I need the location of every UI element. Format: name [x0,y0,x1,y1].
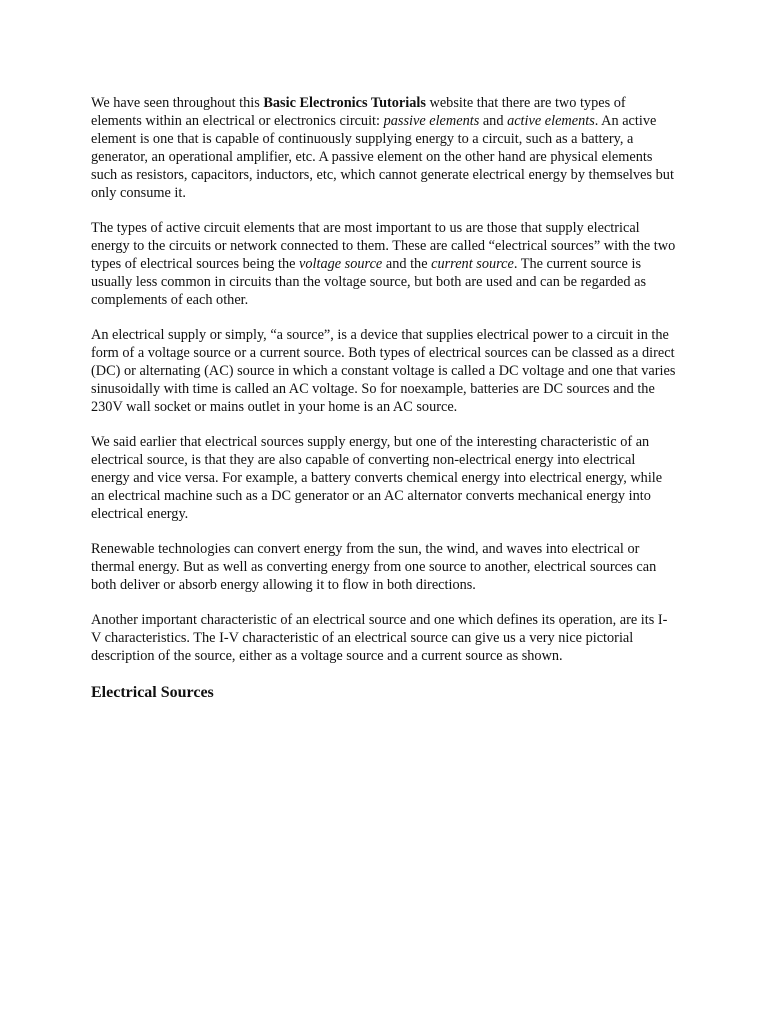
current-source-italic: current source [431,255,514,272]
paragraph-text: website that there are two types of elements within an electrical or electronics circuit: [91,95,626,129]
paragraph-active-passive-elements [91,95,677,202]
paragraph-energy-conversion: We said earlier that electrical sources supply energy, but one of the interesting characteristic of an electrical source, is that they are also capable of converting non-electrical energy into electrical energy and vice versa. For example, a battery converts chemical energy into electrical energy, while an electrical machine such as a DC generator or an AC alternator converts mechanical energy into electrical energy. [91,434,663,522]
paragraph-text: We have seen throughout this [91,95,264,111]
paragraph-iv-characteristics: Another important characteristic of an electrical source and one which defines its operation, are its I-V characteristics. The I-V characteristic of an electrical source can give us a very nice pictorial description of the source, either as a voltage source and a current source as shown. [91,612,668,665]
paragraph-text: . The current source is usually less common in circuits than the voltage source, but both are used and can be regarded as complements of each other. [91,255,647,308]
voltage-source-italic: voltage source [299,255,383,272]
paragraph-text: The types of active circuit elements that are most important to us are those that supply electrical energy to the circuits or network connected to them. These are called “electrical sources” with the two types of electrical sources being the [91,219,676,272]
passive-elements-italic: passive elements [383,112,480,129]
paragraph-electrical-sources-types [91,220,677,310]
site-name-bold: Basic Electronics Tutorials [263,95,426,111]
paragraph-text: . An active element is one that is capable of continuously supplying energy to a circuit, such as a battery, a generator, an operational amplifier, etc. A passive element on the other hand are physical elements such as resistors, capacitors, inductors, etc, which cannot generate electrical energy by themselves but only consume it. [91,112,674,201]
paragraph-text: and [479,112,508,129]
paragraph-text: and the [382,255,432,272]
section-heading-electrical-sources: Electrical Sources [91,684,214,702]
active-elements-italic: active elements [507,112,595,129]
document-body [91,95,677,703]
paragraph-renewable-technologies: Renewable technologies can convert energy from the sun, the wind, and waves into electrical or thermal energy. But as well as converting energy from one source to another, electrical sources can both deliver or absorb energy allowing it to flow in both directions. [91,541,657,593]
paragraph-dc-ac-sources: An electrical supply or simply, “a source”, is a device that supplies electrical power to a circuit in the form of a voltage source or a current source. Both types of electrical sources can be classed as a direct (DC) or alternating (AC) source in which a constant voltage is called a DC voltage and one that varies sinusoidally with time is called an AC voltage. So for noexample, batteries are DC sources and the 230V wall socket or mains outlet in your home is an AC source. [91,326,676,415]
